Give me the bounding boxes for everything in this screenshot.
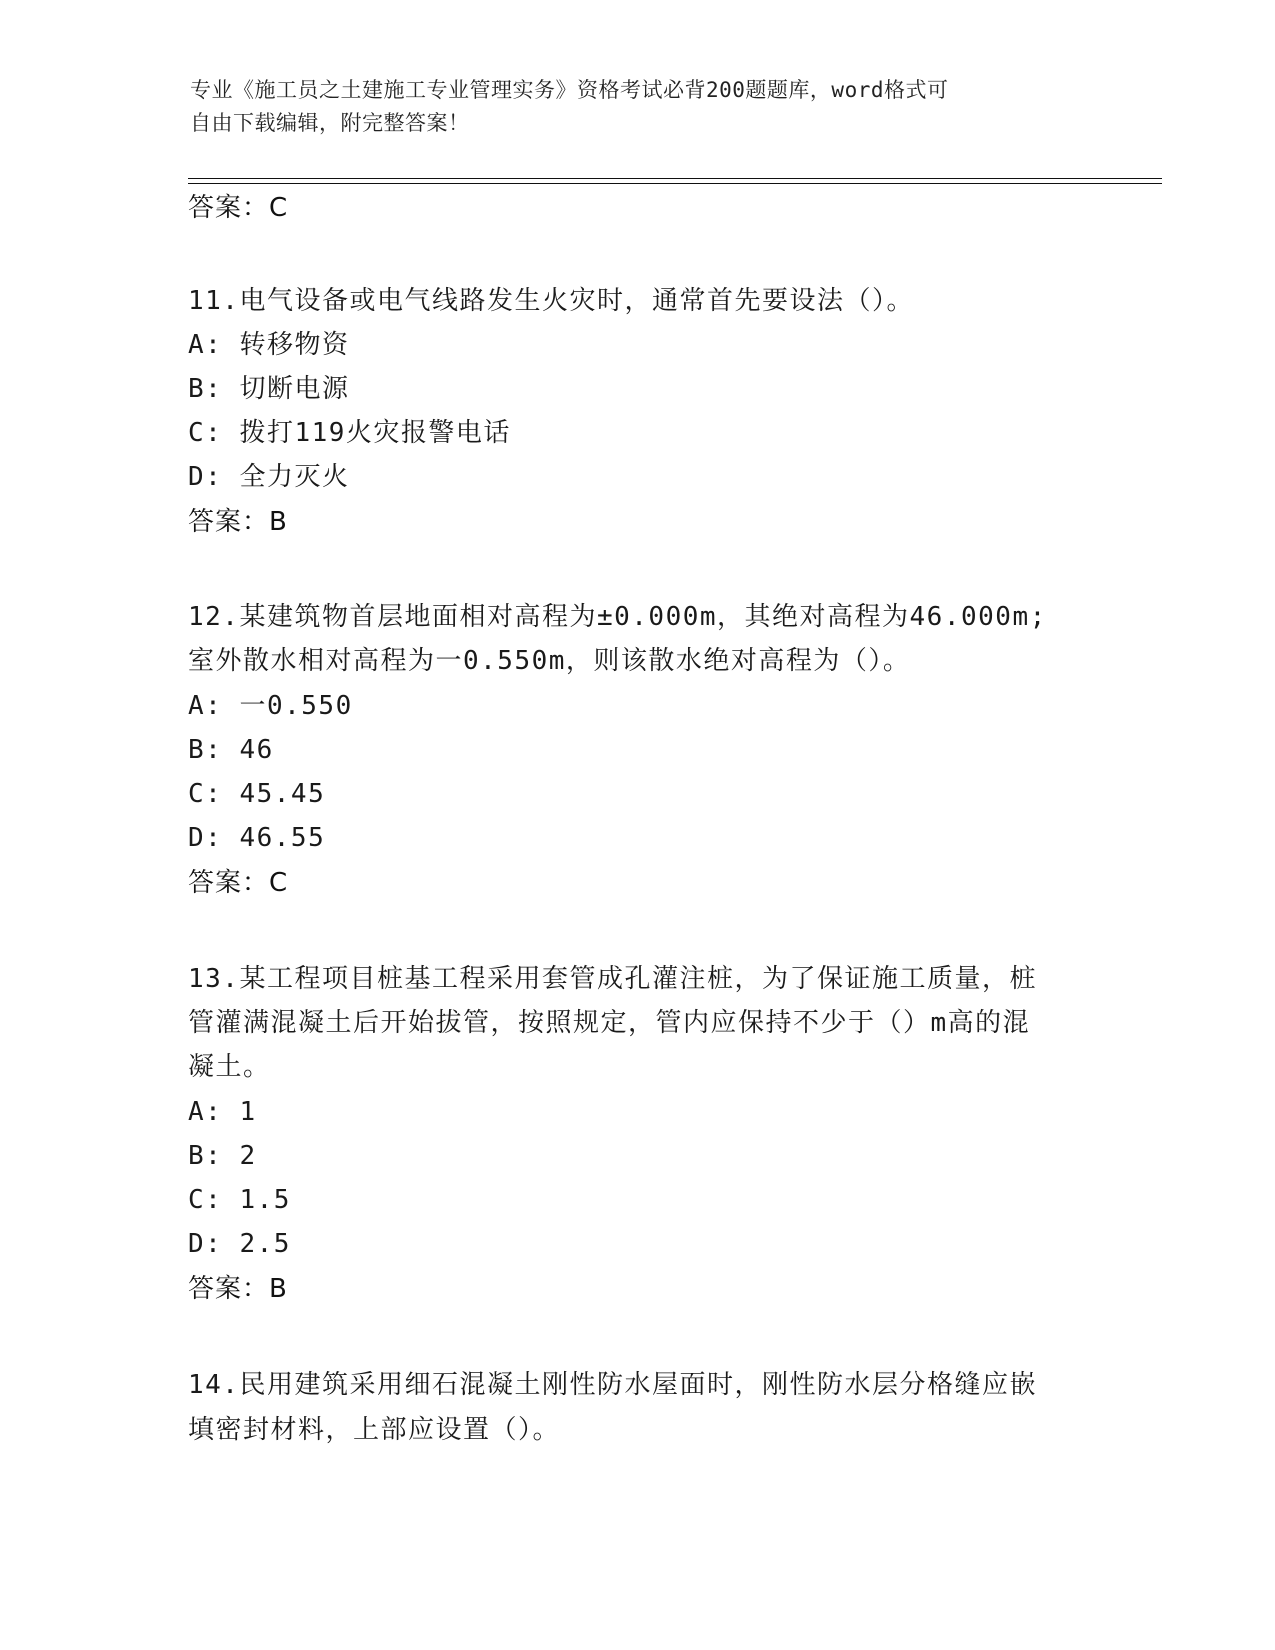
question-11-option-c: C: 拨打119火灾报警电话 bbox=[188, 418, 511, 448]
question-13-option-a: A: 1 bbox=[188, 1097, 257, 1127]
question-11-option-d: D: 全力灭火 bbox=[188, 462, 350, 492]
question-13-text-line-3: 凝土。 bbox=[188, 1052, 271, 1082]
previous-answer: 答案：C bbox=[188, 193, 289, 223]
header-line-2: 自由下载编辑，附完整答案！ bbox=[190, 111, 470, 135]
question-14-text-line-2: 填密封材料，上部应设置（）。 bbox=[188, 1415, 561, 1445]
question-11-answer: 答案：B bbox=[188, 507, 288, 537]
header-divider-top bbox=[188, 178, 1162, 179]
question-12-option-b: B: 46 bbox=[188, 735, 274, 765]
question-13-text-line-1: 13.某工程项目桩基工程采用套管成孔灌注桩，为了保证施工质量，桩 bbox=[188, 964, 1037, 994]
header-divider-bottom bbox=[188, 183, 1162, 184]
question-13-text-line-2: 管灌满混凝土后开始拔管，按照规定，管内应保持不少于（）m高的混 bbox=[188, 1008, 1031, 1038]
question-11-text: 11.电气设备或电气线路发生火灾时，通常首先要设法（）。 bbox=[188, 286, 914, 316]
question-12-option-c: C: 45.45 bbox=[188, 779, 326, 809]
question-12-option-a: A: 一0.550 bbox=[188, 691, 353, 721]
question-11-option-b: B: 切断电源 bbox=[188, 374, 350, 404]
question-11-option-a: A: 转移物资 bbox=[188, 330, 350, 360]
header-line-1: 专业《施工员之土建施工专业管理实务》资格考试必背200题题库，word格式可 bbox=[190, 78, 949, 102]
question-13-option-d: D: 2.5 bbox=[188, 1229, 291, 1259]
question-12-answer: 答案：C bbox=[188, 868, 289, 898]
question-12-text-line-2: 室外散水相对高程为一0.550m，则该散水绝对高程为（）。 bbox=[188, 646, 911, 676]
question-13-option-c: C: 1.5 bbox=[188, 1185, 291, 1215]
question-13-option-b: B: 2 bbox=[188, 1141, 257, 1171]
question-13-answer: 答案：B bbox=[188, 1274, 288, 1304]
question-12-text-line-1: 12.某建筑物首层地面相对高程为±0.000m，其绝对高程为46.000m; bbox=[188, 602, 1047, 632]
question-14-text-line-1: 14.民用建筑采用细石混凝土刚性防水屋面时，刚性防水层分格缝应嵌 bbox=[188, 1370, 1037, 1400]
question-12-option-d: D: 46.55 bbox=[188, 823, 326, 853]
document-header bbox=[190, 74, 1080, 140]
